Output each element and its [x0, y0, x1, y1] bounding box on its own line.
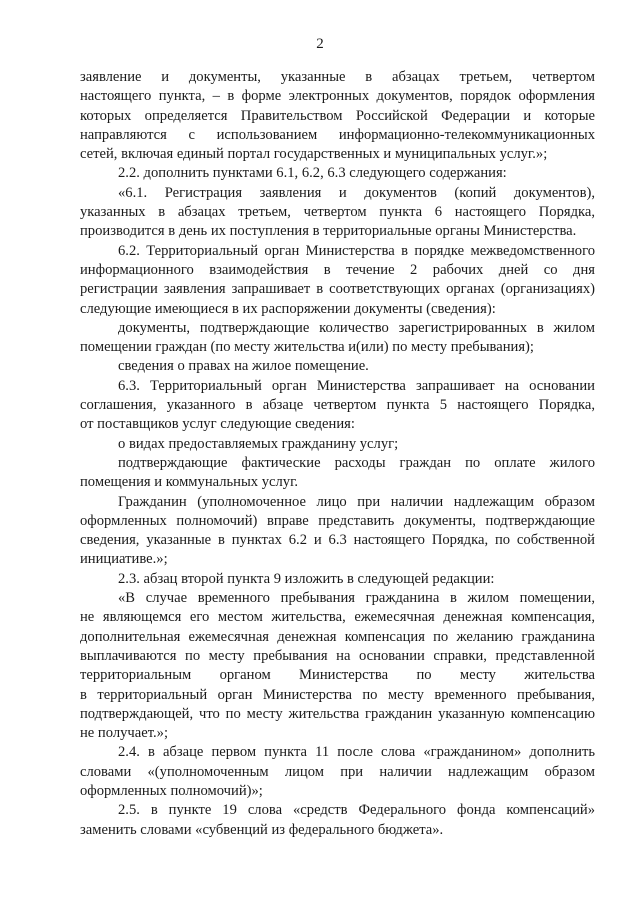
text-line: направляются с использованием информационно-телекоммуникационных [80, 126, 595, 143]
paragraph [80, 801, 595, 840]
text-line: «6.1. Регистрация заявления и документов (копий документов), [118, 184, 595, 201]
document-body [80, 68, 595, 840]
paragraph [80, 357, 595, 376]
paragraph [80, 743, 595, 801]
text-line: подтверждающей, что по месту жительства гражданин указанную компенсацию [80, 705, 595, 722]
paragraph [80, 454, 595, 493]
text-line: помещения и коммунальных услуг. [80, 474, 299, 491]
paragraph [80, 184, 595, 242]
text-line: оформленных полномочий)»; [80, 782, 263, 799]
paragraph [80, 435, 595, 454]
text-line: выплачиваются по месту пребывания на основании справки, представленной [80, 647, 595, 664]
paragraph [80, 589, 595, 743]
text-line: 6.2. Территориальный орган Министерства в порядке межведомственного [118, 242, 595, 259]
text-line: сведения, указанные в пунктах 6.2 и 6.3 настоящего Порядка, по собственной [80, 532, 595, 549]
text-line: дополнительная ежемесячная денежная компенсация по желанию гражданина [80, 628, 595, 645]
text-line: о видах предоставляемых гражданину услуг; [118, 435, 399, 452]
text-line: Гражданин (уполномоченное лицо при наличии надлежащим образом [118, 493, 595, 510]
text-line: заявление и документы, указанные в абзацах третьем, четвертом [80, 69, 595, 85]
text-line: документы, подтверждающие количество зарегистрированных в жилом [118, 319, 595, 336]
text-line: подтверждающие фактические расходы граждан по оплате жилого [118, 454, 595, 471]
paragraph [80, 377, 595, 435]
text-line: словами «(уполномоченным лицом при наличии надлежащим образом [80, 763, 595, 780]
text-line: от поставщиков услуг следующие сведения: [80, 416, 355, 433]
text-line: регистрации заявления запрашивает в соответствующих органах (организациях) [80, 281, 595, 298]
text-line: указанных в абзацах третьем, четвертом пункта 6 настоящего Порядка, [80, 204, 595, 221]
text-line: «В случае временного пребывания гражданина в жилом помещении, [118, 590, 595, 607]
text-line: следующие имеющиеся в их распоряжении документы (сведения): [80, 300, 496, 317]
text-line: территориальным органом Министерства по месту жительства [80, 667, 595, 684]
page-number: 2 [316, 36, 324, 52]
text-line: 2.5. в пункте 19 слова «средств Федерального фонда компенсаций» [118, 802, 595, 819]
text-line: инициативе.»; [80, 551, 168, 568]
text-line: 2.4. в абзаце первом пункта 11 после слова «гражданином» дополнить [118, 744, 595, 761]
text-line: сведения о правах на жилое помещение. [118, 358, 369, 375]
paragraph [80, 242, 595, 319]
paragraph [80, 493, 595, 570]
paragraph [80, 570, 595, 589]
text-line: информационного взаимодействия в течение 2 рабочих дней со дня [80, 261, 595, 278]
paragraph [80, 68, 595, 164]
paragraph [80, 319, 595, 358]
text-line: заменить словами «субвенций из федерального бюджета». [80, 821, 444, 838]
text-line: помещении граждан (по месту жительства и(или) по месту пребывания); [80, 339, 534, 356]
text-line: 6.3. Территориальный орган Министерства запрашивает на основании [118, 377, 595, 394]
text-line: не являющемся его местом жительства, ежемесячная денежная компенсация, [80, 609, 595, 626]
paragraph [80, 164, 595, 183]
text-line: в территориальный орган Министерства по месту временного пребывания, [80, 686, 595, 703]
text-line: производится в день их поступления в территориальные органы Министерства. [80, 223, 577, 240]
text-line: оформленных полномочий) вправе представить документы, подтверждающие [80, 512, 595, 529]
text-line: которых определяется Правительством Российской Федерации и которые [80, 107, 595, 124]
text-line: 2.2. дополнить пунктами 6.1, 6.2, 6.3 следующего содержания: [118, 165, 507, 182]
text-line: 2.3. абзац второй пункта 9 изложить в следующей редакции: [118, 570, 495, 587]
text-line: сетей, включая единый портал государственных и муниципальных услуг.»; [80, 146, 548, 163]
text-line: не получает.»; [80, 725, 169, 742]
text-line: настоящего пункта, – в форме электронных документов, порядок оформления [80, 88, 595, 105]
text-line: соглашения, указанного в абзаце четвертом пункта 5 настоящего Порядка, [80, 397, 595, 414]
